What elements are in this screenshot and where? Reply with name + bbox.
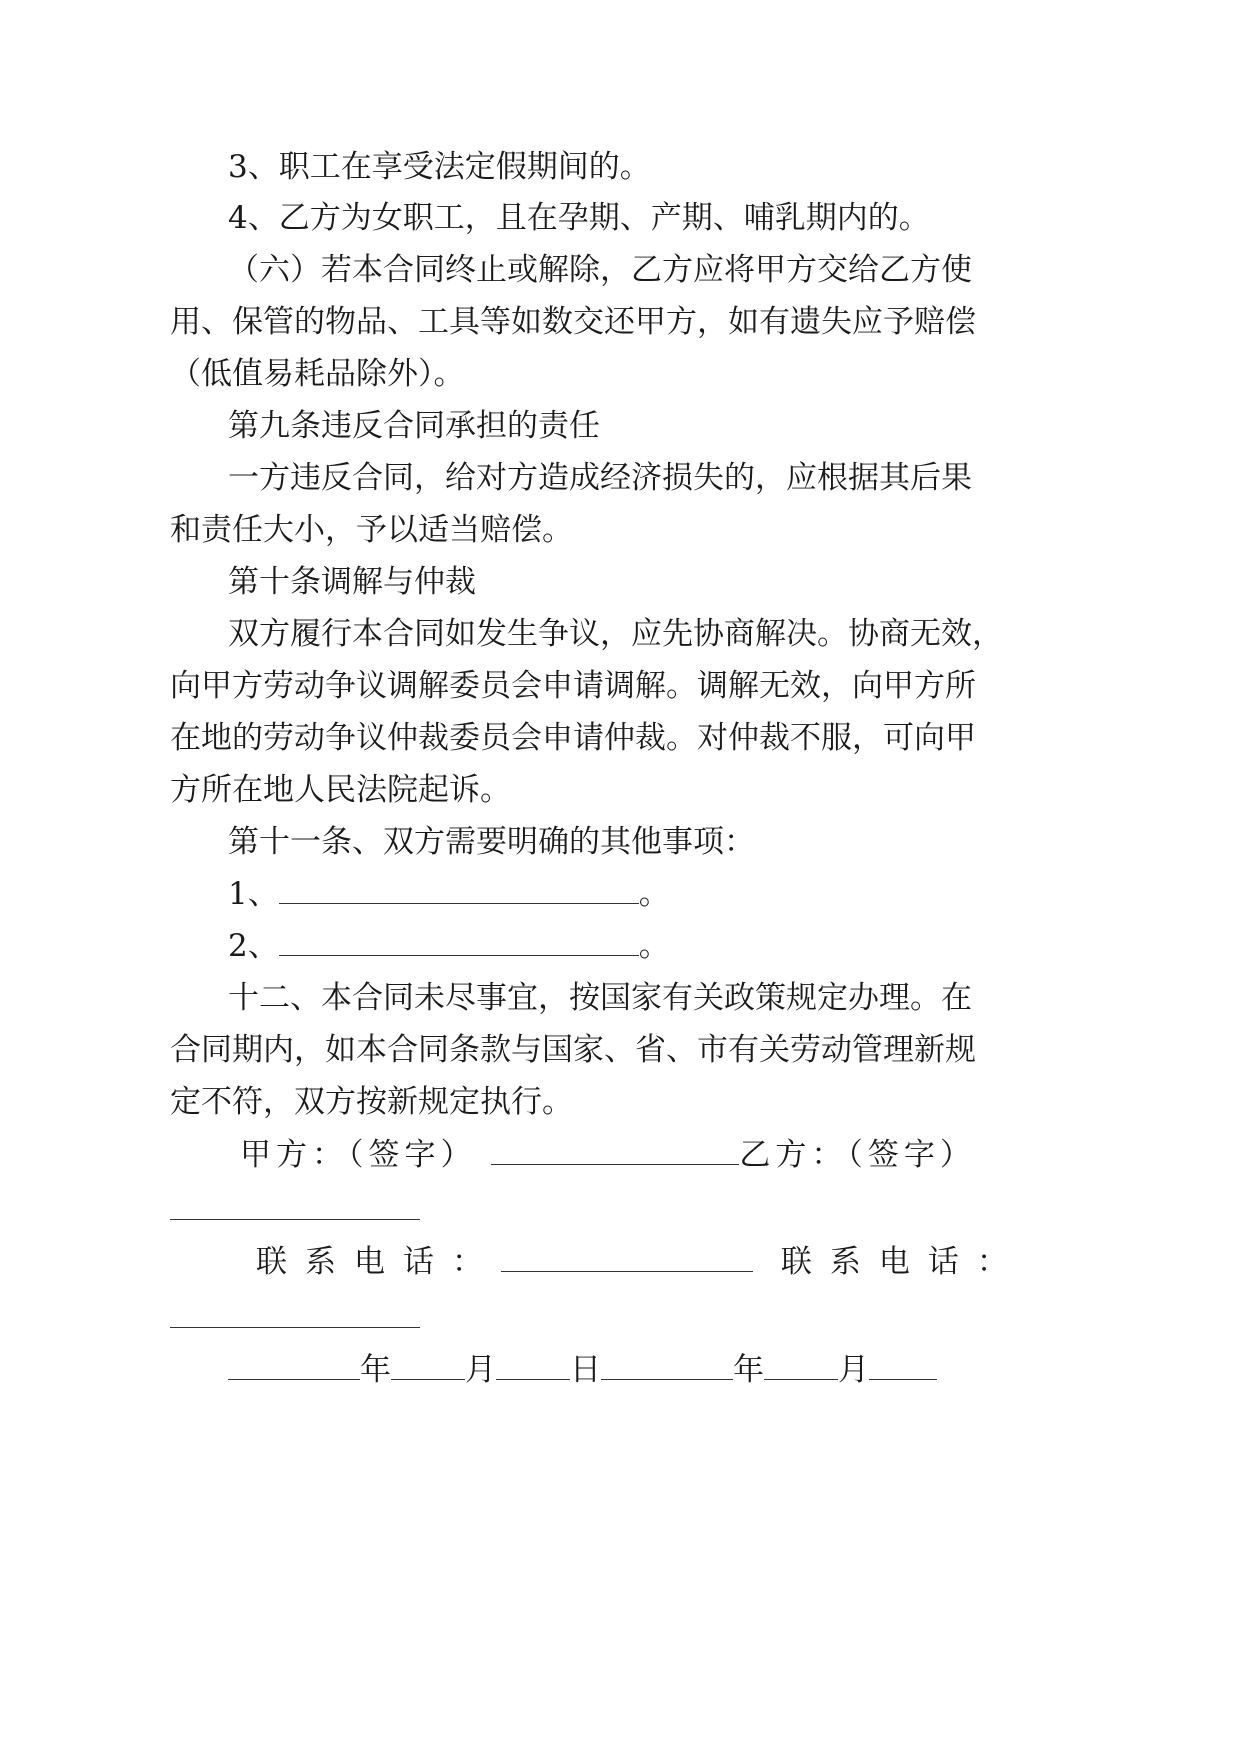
text-line: 用、保管的物品、工具等如数交还甲方，如有遗失应予赔偿 <box>170 304 976 340</box>
date-a-day-blank[interactable] <box>496 1353 570 1380</box>
blank-item-1 <box>228 874 670 914</box>
date-b-day-blank[interactable] <box>869 1353 937 1380</box>
party-a-signature-blank[interactable] <box>491 1138 739 1165</box>
blank-item-2 <box>228 926 670 966</box>
phone-a-blank[interactable] <box>501 1245 753 1272</box>
section-heading: 第十条调解与仲裁 <box>228 564 476 600</box>
date-b-year-blank[interactable] <box>601 1353 733 1380</box>
text-line: 合同期内，如本合同条款与国家、省、市有关劳动管理新规 <box>170 1032 976 1068</box>
year-label: 年 <box>360 1352 391 1388</box>
text-line: 方所在地人民法院起诉。 <box>170 772 511 808</box>
date-b-month-blank[interactable] <box>764 1353 838 1380</box>
text-line: 向甲方劳动争议调解委员会申请调解。调解无效，向甲方所 <box>170 668 976 704</box>
day-label: 日 <box>570 1352 601 1388</box>
text-line: 一方违反合同，给对方造成经济损失的，应根据其后果 <box>228 460 972 496</box>
item-period: 。 <box>638 928 670 964</box>
phone-a-label: 联系电话： <box>256 1244 501 1280</box>
month-label: 月 <box>465 1352 496 1388</box>
item-prefix: 1、 <box>228 876 279 912</box>
text-line: （低值易耗品除外）。 <box>170 356 465 392</box>
text-line: 3、职工在享受法定假期间的。 <box>228 149 651 185</box>
month-label: 月 <box>838 1352 869 1388</box>
text-line: 在地的劳动争议仲裁委员会申请仲裁。对仲裁不服，可向甲 <box>170 720 976 756</box>
fill-in-blank[interactable] <box>279 877 639 904</box>
date-a-month-blank[interactable] <box>391 1353 465 1380</box>
text-line: 定不符，双方按新规定执行。 <box>170 1084 573 1120</box>
section-heading: 第九条违反合同承担的责任 <box>228 408 600 444</box>
phone-b-label: 联系电话： <box>780 1244 1026 1280</box>
text-line: 和责任大小，予以适当赔偿。 <box>170 512 573 548</box>
phone-line <box>256 1242 1026 1282</box>
text-line: 十二、本合同未尽事宜，按国家有关政策规定办理。在 <box>228 980 972 1016</box>
item-prefix: 2、 <box>228 928 279 964</box>
section-heading: 第十一条、双方需要明确的其他事项： <box>228 824 755 860</box>
date-a-year-blank[interactable] <box>228 1353 360 1380</box>
date-line <box>228 1350 937 1390</box>
party-b-signature-blank[interactable] <box>170 1218 420 1220</box>
signature-line <box>240 1135 976 1175</box>
text-line: 双方履行本合同如发生争议，应先协商解决。协商无效， <box>228 616 1003 652</box>
party-b-label: 乙方：（签字） <box>739 1137 976 1173</box>
text-line: （六）若本合同终止或解除，乙方应将甲方交给乙方使 <box>228 252 972 288</box>
item-period: 。 <box>638 876 670 912</box>
fill-in-blank[interactable] <box>279 929 639 956</box>
phone-b-blank[interactable] <box>170 1326 420 1328</box>
party-a-label: 甲方：（签字） <box>240 1137 477 1173</box>
year-label: 年 <box>733 1352 764 1388</box>
text-line: 4、乙方为女职工，且在孕期、产期、哺乳期内的。 <box>228 200 930 236</box>
